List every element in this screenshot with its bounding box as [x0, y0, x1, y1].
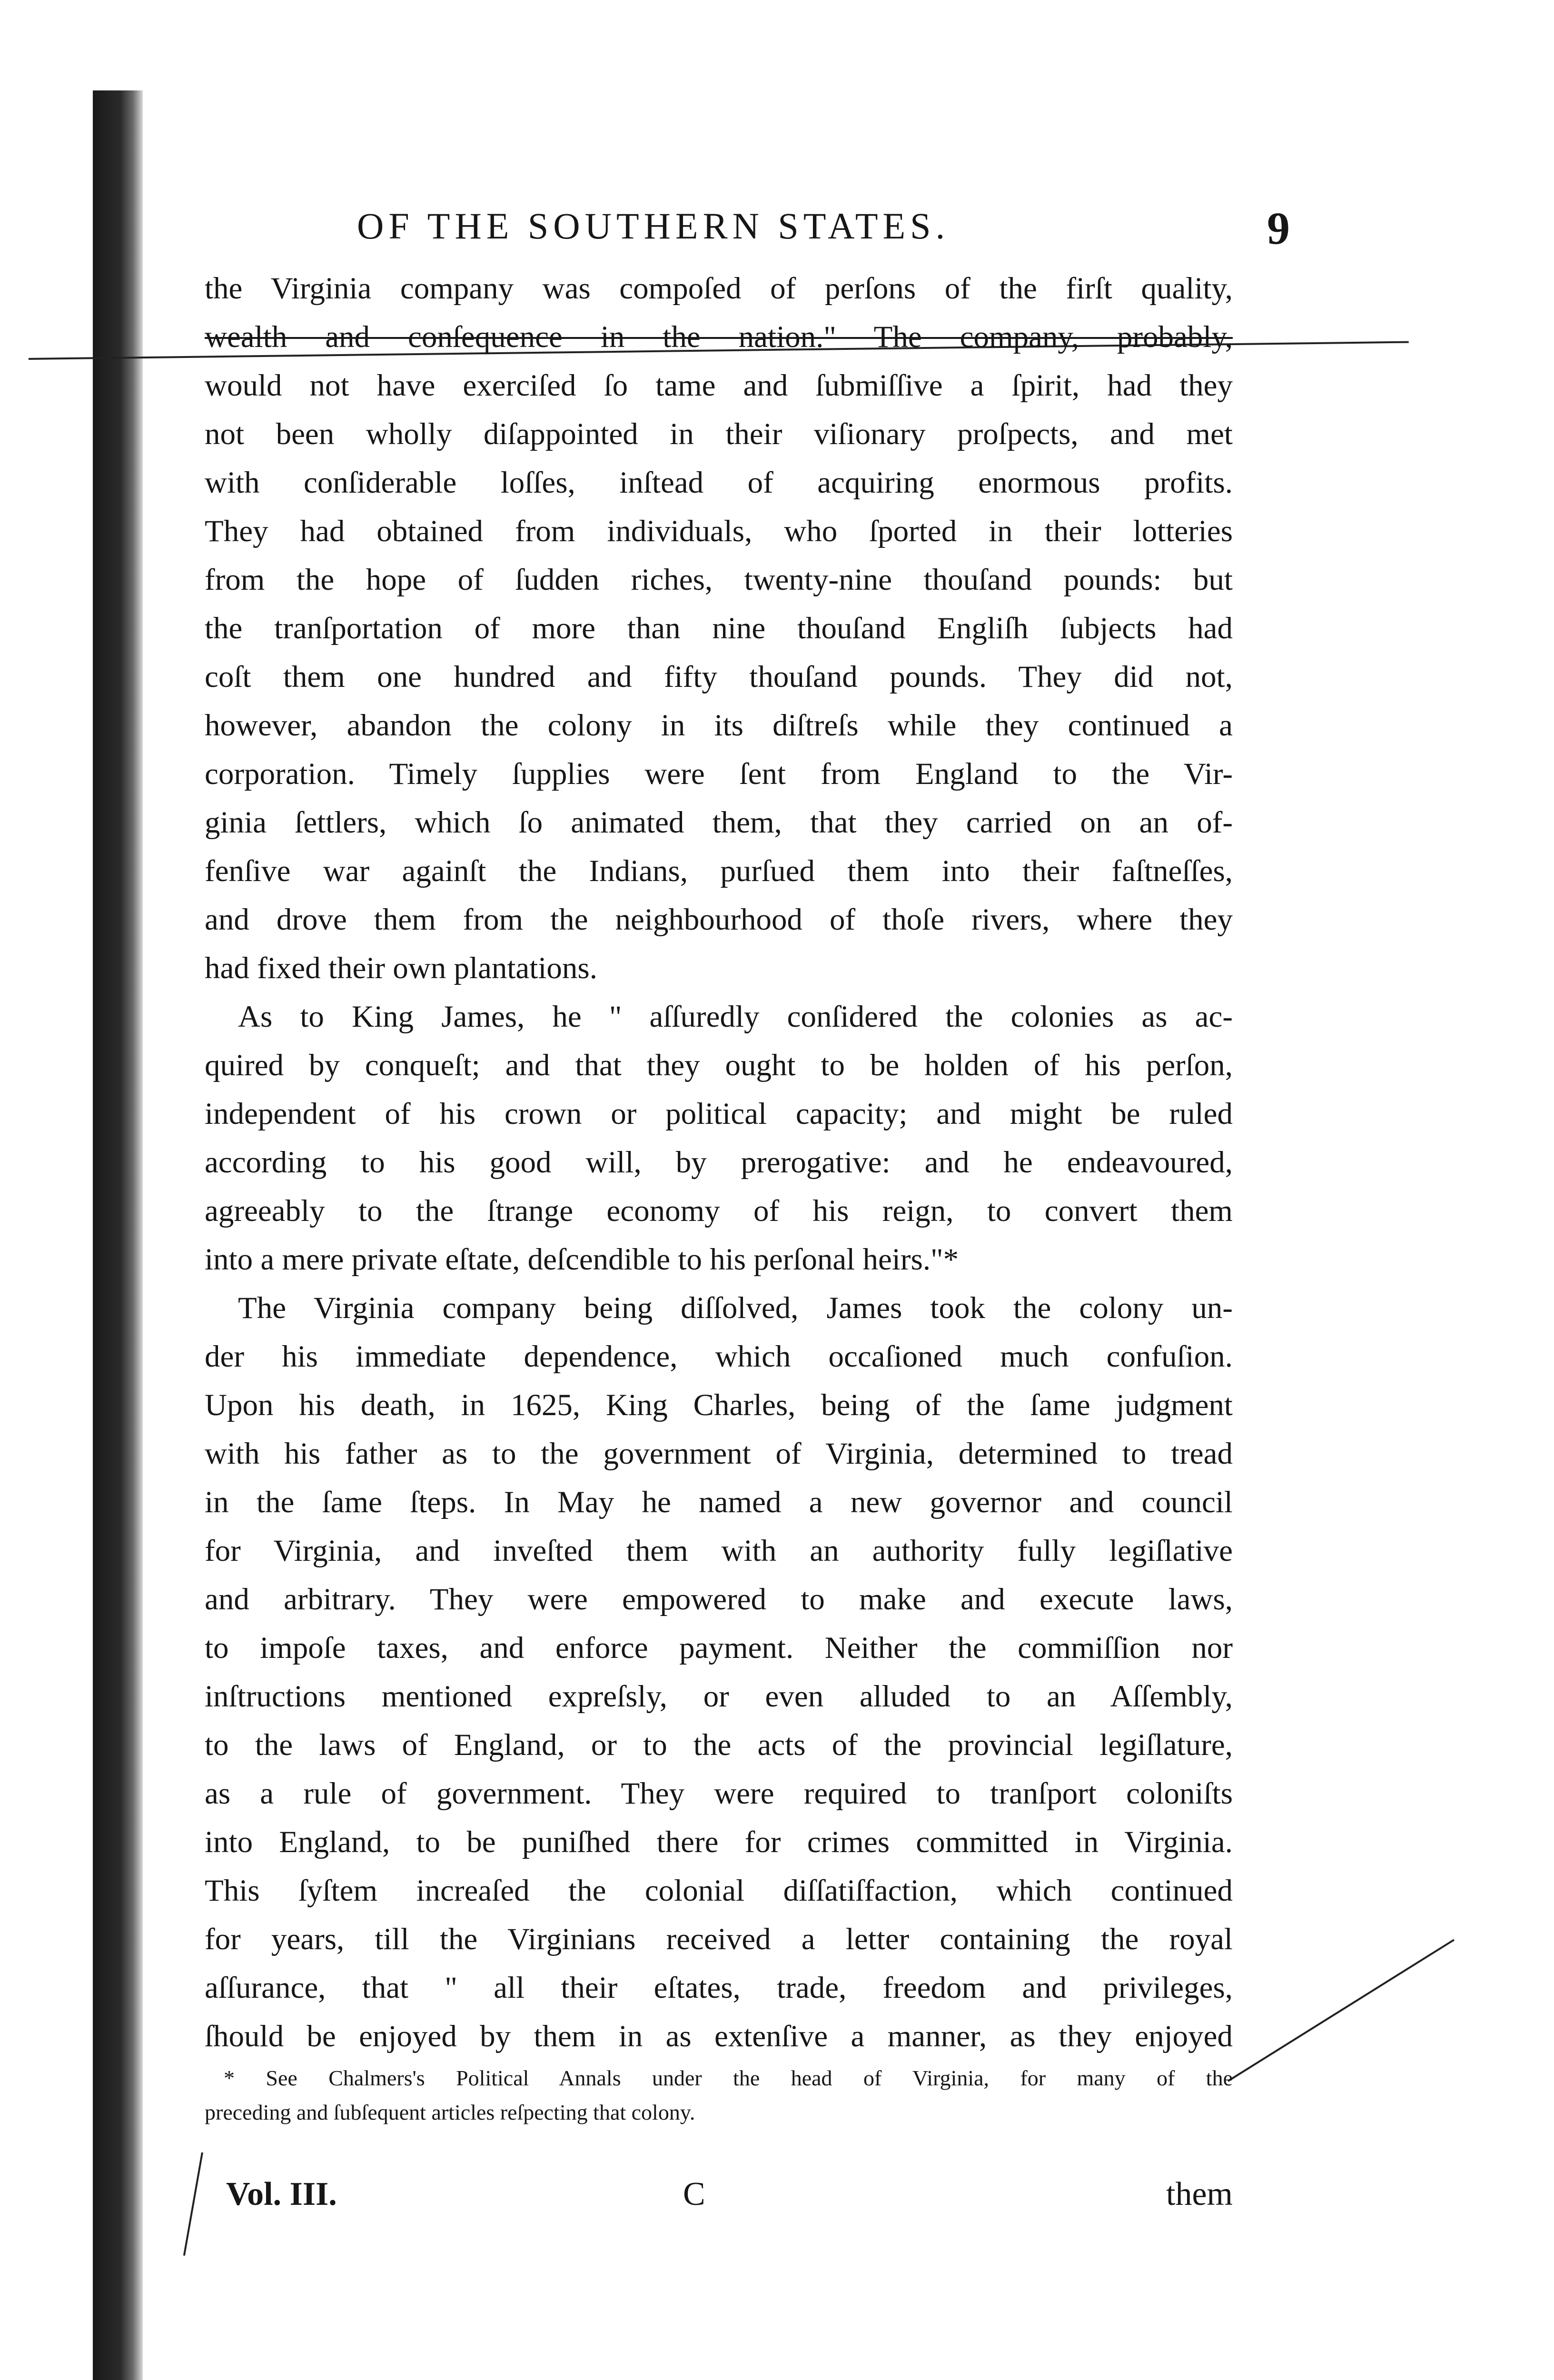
- catchword: them: [1166, 2176, 1233, 2212]
- footnote-line: preceding and ſubſequent articles reſpecting that colony.: [205, 2100, 695, 2124]
- paragraph-end-line: into a mere private eſtate, deſcendible to his perſonal heirs."*: [205, 1242, 959, 1277]
- text-line: would not have exerciſed ſo tame and ſubmiſſive a ſpirit, had they: [205, 368, 1233, 403]
- text-line: agreeably to the ſtrange economy of his reign, to convert them: [205, 1194, 1233, 1228]
- text-line: and arbitrary. They were empowered to make and execute laws,: [205, 1582, 1233, 1616]
- text-line: from the hope of ſudden riches, twenty-nine thouſand pounds: but: [205, 563, 1233, 597]
- text-line: not been wholly diſappointed in their viſionary proſpects, and met: [205, 417, 1233, 451]
- text-line: in the ſame ſteps. In May he named a new governor and council: [205, 1485, 1233, 1519]
- text-line: Upon his death, in 1625, King Charles, being of the ſame judgment: [205, 1388, 1233, 1422]
- page-footer: [226, 2175, 1233, 2223]
- text-line: the Virginia company was compoſed of perſons of the firſt quality,: [205, 271, 1233, 306]
- pen-stroke-line: [183, 2152, 203, 2256]
- text-line: This ſyſtem increaſed the colonial diſſatiſfaction, which continued: [205, 1874, 1233, 1908]
- text-line: independent of his crown or political capacity; and might be ruled: [205, 1097, 1233, 1131]
- running-head: OF THE SOUTHERN STATES.: [357, 205, 950, 247]
- text-line: with his father as to the government of Virginia, determined to tread: [205, 1437, 1233, 1471]
- text-line: fenſive war againſt the Indians, purſued them into their faſtneſſes,: [205, 854, 1233, 888]
- text-line: quired by conqueſt; and that they ought to be holden of his perſon,: [205, 1048, 1233, 1082]
- page-header: [224, 205, 1290, 257]
- footnote: [205, 2061, 1233, 2130]
- text-line: inſtructions mentioned expreſsly, or even alluded to an Aſſembly,: [205, 1679, 1233, 1714]
- body-text: [205, 264, 1233, 2061]
- paragraph-start-line: As to King James, he " aſſuredly conſidered the colonies as ac-: [238, 1000, 1233, 1034]
- text-line: ſhould be enjoyed by them in as extenſive a manner, as they enjoyed: [205, 2019, 1233, 2053]
- text-line: to impoſe taxes, and enforce payment. Neither the commiſſion nor: [205, 1631, 1233, 1665]
- footnote-line: * See Chalmers's Political Annals under the head of Virginia, for many of the: [224, 2066, 1233, 2090]
- binding-edge: [93, 90, 143, 2380]
- volume-mark: Vol. III.: [226, 2176, 337, 2212]
- text-line: as a rule of government. They were required to tranſport coloniſts: [205, 1776, 1233, 1811]
- text-line: corporation. Timely ſupplies were ſent from England to the Vir-: [205, 757, 1233, 791]
- text-line: aſſurance, that " all their eſtates, trade, freedom and privileges,: [205, 1971, 1233, 2005]
- text-line: into England, to be puniſhed there for crimes committed in Virginia.: [205, 1825, 1233, 1859]
- text-line: ginia ſettlers, which ſo animated them, that they carried on an of-: [205, 805, 1233, 840]
- text-line: They had obtained from individuals, who ſported in their lotteries: [205, 514, 1233, 548]
- text-line: to the laws of England, or to the acts of the provincial legiſlature,: [205, 1728, 1233, 1762]
- signature-mark: C: [683, 2176, 705, 2212]
- pen-stroke-line: [1227, 1939, 1455, 2082]
- text-line: according to his good will, by prerogative: and he endeavoured,: [205, 1145, 1233, 1180]
- text-line: and drove them from the neighbourhood of thoſe rivers, where they: [205, 902, 1233, 937]
- paragraph-end-line: had fixed their own plantations.: [205, 951, 597, 985]
- text-line: with conſiderable loſſes, inſtead of acquiring enormous profits.: [205, 466, 1233, 500]
- text-line: for years, till the Virginians received a letter containing the royal: [205, 1922, 1233, 1956]
- text-line: wealth and conſequence in the nation." The company, probably,: [205, 320, 1233, 354]
- text-line: for Virginia, and inveſted them with an authority fully legiſlative: [205, 1534, 1233, 1568]
- text-line: coſt them one hundred and fifty thouſand pounds. They did not,: [205, 660, 1233, 694]
- page-number: 9: [1267, 203, 1290, 254]
- paragraph-start-line: The Virginia company being diſſolved, James took the colony un-: [238, 1291, 1233, 1325]
- text-line: der his immediate dependence, which occaſioned much confuſion.: [205, 1339, 1233, 1374]
- text-line: however, abandon the colony in its diſtreſs while they continued a: [205, 708, 1233, 743]
- text-line: the tranſportation of more than nine thouſand Engliſh ſubjects had: [205, 611, 1233, 645]
